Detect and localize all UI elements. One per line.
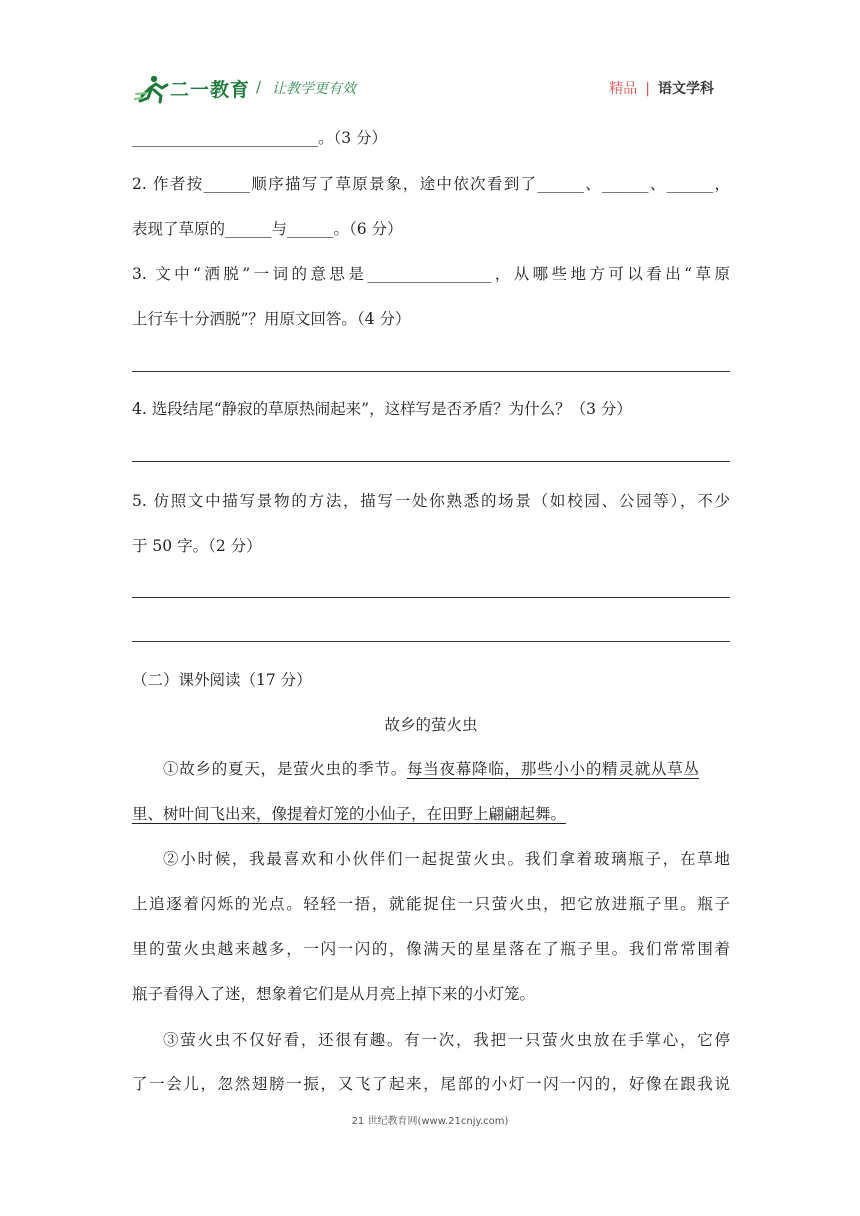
question-2-line-1: 2. 作者按______顺序描写了草原景象，途中依次看到了______、______、______， <box>132 175 730 193</box>
subject-separator: | <box>645 81 650 97</box>
underlined-sentence-cont: 里、树叶间飞出来，像提着灯笼的小仙子，在田野上翩翩起舞。 <box>132 805 567 823</box>
question-3-line-1: 3. 文中“洒脱”一词的意思是________________，从哪些地方可以看出“草原 <box>132 265 730 283</box>
passage-paragraph-1 <box>132 758 699 780</box>
question-4: 4. 选段结尾“静寂的草原热闹起来”，这样写是否矛盾？为什么？（3 分） <box>132 400 632 418</box>
passage-paragraph-1-cont <box>132 803 730 825</box>
quality-label: 精品 <box>609 81 638 97</box>
answer-rule <box>132 371 730 372</box>
section-heading: （二）课外阅读（17 分） <box>132 671 312 689</box>
brand-name: 二一教育 <box>170 79 251 101</box>
passage-paragraph-2-line: 里的萤火虫越来越多，一闪一闪的，像满天的星星落在了瓶子里。我们常常围着 <box>132 940 730 958</box>
passage-title: 故乡的萤火虫 <box>384 716 478 734</box>
passage-paragraph-3-line: 了一会儿，忽然翅膀一振，又飞了起来，尾部的小灯一闪一闪的，好像在跟我说 <box>132 1075 730 1093</box>
passage-paragraph-2-line: 上追逐着闪烁的光点。轻轻一捂，就能捉住一只萤火虫，把它放进瓶子里。瓶子 <box>132 895 730 913</box>
answer-line-q1: ________________________。（3 分） <box>132 129 388 147</box>
answer-rule <box>132 597 730 598</box>
answer-rule <box>132 461 730 462</box>
subject-label: 语文学科 <box>658 81 714 97</box>
question-5-line-2: 于 50 字。（2 分） <box>132 537 262 555</box>
question-5-line-1: 5. 仿照文中描写景物的方法，描写一处你熟悉的场景（如校园、公园等），不少 <box>132 492 730 510</box>
question-3-line-2: 上行车十分洒脱”？用原文回答。（4 分） <box>132 310 411 328</box>
passage-paragraph-2-line: 瓶子看得入了迷，想象着它们是从月亮上掉下来的小灯笼。 <box>132 985 536 1003</box>
question-2-line-2: 表现了草原的______与______。（6 分） <box>132 220 403 238</box>
page-header <box>134 72 730 108</box>
header-subject <box>609 78 714 98</box>
underlined-sentence: 每当夜幕降临，那些小小的精灵就从草丛 <box>406 760 699 778</box>
page-footer: 21 世纪教育网(www.21cnjy.com) <box>351 1116 509 1127</box>
answer-rule <box>132 641 730 642</box>
passage-paragraph-3: ③萤火虫不仅好看，还很有趣。有一次，我把一只萤火虫放在手掌心，它停 <box>163 1031 730 1049</box>
header-divider: / <box>256 78 262 96</box>
passage-paragraph-2: ②小时候，我最喜欢和小伙伴们一起捉萤火虫。我们拿着玻璃瓶子，在草地 <box>163 850 730 868</box>
paragraph-1-text: ①故乡的夏天，是萤火虫的季节。 <box>163 760 407 778</box>
brand-tagline: 让教学更有效 <box>272 81 356 97</box>
